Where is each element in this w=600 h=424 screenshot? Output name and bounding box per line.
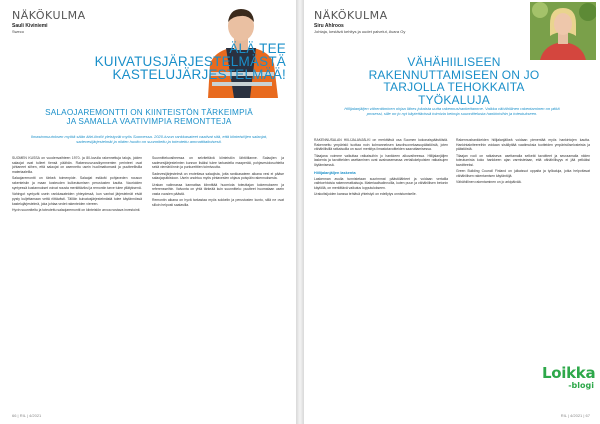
author-role: Johtaja, kestävä kehitys ja uudet palvelut, Avara Oy: [314, 29, 406, 34]
body-column-1: [314, 138, 448, 408]
section-label: NÄKÖKULMA: [12, 9, 86, 22]
paragraph: Vahingot syntyvät usein rankkasateiden yhteydessä, kun vanhat järjestelmät eivät pysty kuljettamaan vettä riittävästi. Tällöin kuivatusjärjestelmästä tulee käytännössä kastelujärjestelmä, joka johtaa vedet rakenteiden viereen.: [12, 192, 142, 206]
article-lead: Ilmastomuutoksen myötä sään ääri-ilmiöt yleistyvät myös Suomessa. 2020-luvun rankkasateet vaativat sitä, että kiinteistöjen salaojat, sadevesijärjestelmät ja niiden huolto on suunniteltu ja toteutettu ammattitaitoisesti.: [30, 134, 268, 145]
body-column-2: [152, 156, 284, 408]
page-footer: 66 | RIL | 4/2021: [12, 413, 42, 418]
body-column-1: [12, 156, 142, 408]
right-page: [304, 0, 600, 424]
title-line-1: ÄLÄ TEE: [229, 41, 286, 56]
title-line-3: TARJOLLA TEHOKKAITA TYÖKALUJA: [383, 80, 525, 107]
paragraph: Laskennan avulla tunnistetaan suurimmat päästölähteet ja voidaan vertailla vaihtoehtoisia rakenneratkaisuja. Materiaalivalinnoilla, kuten puun ja vähähiilisen betonin käytöllä, on merkittävä vaikutus lopputulokseen.: [314, 176, 448, 190]
paragraph: Rakennushankkeiden hiilijalanjälkeä voidaan pienentää myös hankintojen kautta. Hankintakriteereihin voidaan sisällyttää vaatimuksia tuotteiden ympäristöselosteista ja päästöistä.: [456, 138, 590, 152]
paragraph: Vähähiilinen rakentaminen on jo arkipäivää.: [456, 180, 522, 185]
subheading: Hiilijalanjäljen laskenta: [314, 170, 356, 175]
title-line-3: KASTELUJÄRJESTELMÄÄ!: [112, 67, 286, 82]
subtitle-line-1: SALAOJAREMONTTI ON KIINTEISTÖN TÄRKEIMPIÄ: [45, 108, 253, 117]
author-photo: [530, 2, 596, 60]
article-title: [6, 42, 286, 81]
paragraph: Hyvin suunniteltu ja toteutettu salaojaremontti on kiinteistön arvoa nostava investointi.: [12, 207, 141, 212]
paragraph: RAKENNUSALAN HIILIJALANJÄLKI on merkittävä osa Suomen kokonaispäästöistä. Rakennettu ympäristö tuottaa noin kolmanneksen kasvihuonekaasupäästöistä, joten vähähiilisillä ratkaisuilla on suuri merkitys ilmastotavoitteiden saavuttamisessa.: [314, 138, 448, 152]
logo-wordmark: Loikka: [542, 364, 596, 382]
logo-subtext: -blogi: [568, 381, 594, 390]
paragraph: Salaojaremontti on tärkeä toimenpide. Salaojat estävät pohjaveden nousun rakenteisiin ja maan kosteuden kulkeutumisen perustusten kautta. Vaurioiden syntyessä kustannukset voivat nousta merkittäviksi ja remontin tarve tulee yllätyksenä.: [12, 176, 142, 190]
left-page: [0, 0, 296, 424]
paragraph: Remontin aikana on hyvä tarkastaa myös sokkelin ja perustusten kunto, sillä ne ovat silloin helposti saatavilla.: [152, 198, 284, 208]
paragraph: Suunnitteluvaiheessa on selvitettävä kiinteistön lähtötilanne. Salaojien ja sadevesijärjestelmien kunnon lisäksi tulee tarkastella maaperää, pohjavesiolosuhteita sekä viemäröinnin ja purkureittien toimivuutta.: [152, 156, 284, 170]
author-name: Siru Ahlroos: [314, 23, 344, 29]
subtitle-line-2: JA SAMALLA VAATIVIMPIA REMONTTEJA: [66, 117, 232, 126]
article-lead: Hiilijalanjäljen vähentäminen ohjaa lähes jokaista uutta rakennushankettamme. Vaikka vähähiilinen rakentaminen on pitkä prosessi, sille on jo nyt käytettävissä toimivia keinoja suunnittelusta hankintoihin ja toteutukseen.: [344, 106, 560, 117]
article-title: [364, 56, 544, 106]
title-line-2: RAKENNUTTAMISEEN ON JO: [368, 67, 540, 82]
paragraph: Tilaajana voimme vaikuttaa ratkaisuihin jo hankkeen alkuvaiheessa. Hiilijalanjäljen laskenta ja tavoitteiden asettaminen ovat avainasemassa vertailukelpoisten ratkaisujen löytämisessä.: [314, 153, 448, 168]
loikka-blog-logo: [542, 366, 594, 390]
page-footer: RIL | 4/2021 | 67: [560, 413, 590, 418]
paragraph: SUOMEN KUSSA on vuodenvaihteen 1970- ja 80-luvulla rakennettuja taloja, joiden salaojat ovat tulleet tiensä päähän. Rakennusvuosikymmenten perinteet ovat johtaneet siihen, että salaojat on asennettu usein huolimattomasti ja puutteellisilla materiaaleilla.: [12, 156, 142, 175]
title-line-1: VÄHÄHIILISEEN: [407, 55, 501, 69]
paragraph: Tilaajan rooli on ratkaiseva: asettamalla selkeät tavoitteet ja seuraamalla niiden toteutumista koko hankkeen ajan varmistetaan, että vähähiilisyys ei jää pelkäksi tavoitteeksi.: [456, 153, 590, 168]
body-column-2: [456, 138, 590, 360]
paragraph: Urakan valinnassa kannattaa kiinnittää huomiota toteuttajan kokemukseen ja referensseihin. Valvonta on yhtä tärkeää kuin suunnittelu: puutteet huomataan usein vasta vuosien päästä.: [152, 182, 284, 197]
paragraph: Green Building Council Finland on julkaissut oppaita ja työkaluja, jotka helpottavat vähähiilisen rakentamisen käytäntöjä.: [456, 169, 590, 179]
author-role: Sweco: [12, 29, 25, 34]
paragraph: Sadevesijärjestelmä on erotettava salaojista, jotta rankkasateen aikana vesi ei pääse salaojaputkistoon. Usein unohtuu myös pintavesien ohjaus poispäin rakennuksesta.: [152, 171, 284, 181]
title-line-2: KUIVATUSJÄRJESTELMÄSTÄ: [94, 54, 286, 69]
article-subtitle: [14, 108, 284, 126]
page-gutter: [296, 0, 304, 424]
author-name: Sauli Kiviniemi: [12, 23, 48, 29]
paragraph: Urakoitsijoiden kanssa tehtävä yhteistyö on edellytys onnistumiselle.: [314, 192, 417, 197]
section-label: NÄKÖKULMA: [314, 9, 388, 22]
